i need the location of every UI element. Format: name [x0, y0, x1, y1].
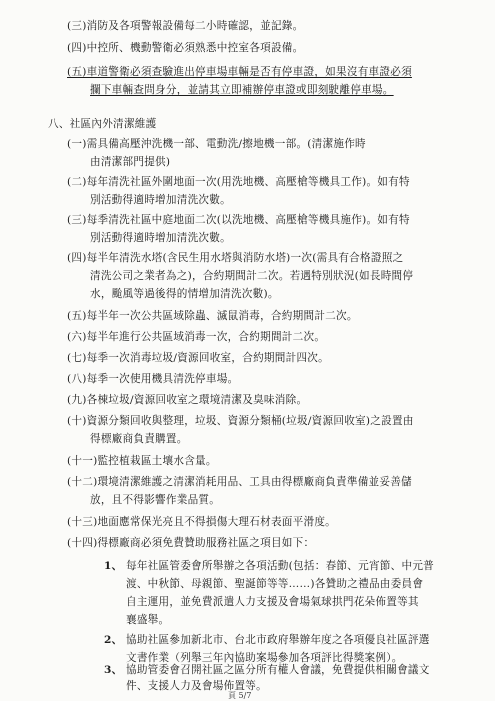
clean-item-4-line-1: (四)每半年清洗水塔(含民生用水塔與消防水塔)一次(需具有合格證照之	[67, 252, 404, 264]
clean-item-10-line-1: (十)資源分類回收與整理，垃圾、資源分類桶(垃圾/資源回收室)之設置由	[67, 415, 414, 427]
item-5-line-2: 攔下車輛查問身分，並請其立即補辦停車證或即刻駛離停車場。	[90, 84, 394, 96]
subitem-1-line-3: 自主運用，並免費派遣人力支援及會場氣球拱門花朵佈置等其	[126, 596, 419, 608]
clean-item-1-line-1: (一)需具備高壓沖洗機一部、電動洗/擦地機一部。(清潔施作時	[67, 138, 366, 150]
clean-item-10-line-2: 得標廠商負責購置。	[90, 433, 188, 445]
clean-item-14: (十四)得標廠商必須免費贊助服務社區之項目如下：	[67, 537, 315, 549]
clean-item-9: (九)各棟垃圾/資源回收室之環境清潔及臭味消除。	[67, 394, 308, 406]
item-4-line-1: (四)中控所、機動警衛必須熟悉中控室各項設備。	[67, 42, 304, 54]
subitem-1-line-1: 每年社區管委會所舉辦之各項活動(包括：春節、元宵節、中元普	[126, 560, 435, 572]
item-5-line-1: (五)車道警衛必須查驗進出停車場車輛是否有停車證，如果沒有車證必須	[67, 66, 412, 78]
clean-item-5: (五)每半年一次公共區域除蟲、滅鼠消毒，合約期間計二次。	[67, 310, 358, 322]
clean-item-1-line-2: 由清潔部門提供)	[90, 156, 171, 168]
subitem-3-number: 3、	[104, 664, 123, 676]
subitem-3-line-1: 協助管委會召開社區之區分所有權人會議，免費提供相關會議文	[126, 664, 430, 676]
item-3-line-1: (三)消防及各項警報設備每二小時確認，並記錄。	[67, 20, 304, 32]
clean-item-3-line-1: (三)每季清洗社區中庭地面二次(以洗地機、高壓槍等機具施作)。如有特	[67, 214, 410, 226]
page-number: 頁 5/7	[228, 691, 252, 700]
subitem-2-line-2: 文書作業（列舉三年內協助案場參加各項評比得獎案例）。	[126, 652, 403, 664]
clean-item-8: (八)每季一次使用機具清洗停車場。	[67, 373, 239, 385]
clean-item-13: (十三)地面應常保光亮且不得損傷大理石材表面平滑度。	[67, 516, 337, 528]
clean-item-3-line-2: 別活動得適時增加清洗次數。	[90, 232, 231, 244]
subitem-1-line-4: 襄盛舉。	[126, 614, 170, 626]
clean-item-4-line-3: 水，颱風等過後得的情增加清洗次數)。	[90, 288, 279, 300]
subitem-2-line-1: 協助社區參加新北市、台北市政府舉辦年度之各項優良社區評選	[126, 634, 430, 646]
section-heading: 八、社區內外清潔維護	[48, 118, 157, 130]
clean-item-6: (六)每半年進行公共區域消毒一次，合約期間計二次。	[67, 331, 326, 343]
subitem-2-number: 2、	[104, 634, 123, 646]
clean-item-2-line-1: (二)每年清洗社區外圍地面一次(用洗地機、高壓槍等機具工作)。如有特	[67, 176, 410, 188]
clean-item-12-line-2: 放，且不得影響作業品質。	[90, 494, 221, 506]
clean-item-12-line-1: (十二)環境清潔維護之清潔消耗用品、工具由得標廠商負責準備並妥善儲	[67, 476, 412, 488]
clean-item-2-line-2: 別活動得適時增加清洗次數。	[90, 194, 231, 206]
subitem-3-line-2: 件、支援人力及會場佈置等。	[126, 680, 267, 692]
subitem-1-line-2: 渡、中秋節、母親節、聖誕節等等……)各贊助之禮品由委員會	[126, 578, 424, 590]
clean-item-4-line-2: 清洗公司之業者為之)，合約期間計二次。若遇特別狀況(如長時間停	[90, 270, 414, 282]
subitem-1-number: 1、	[104, 560, 123, 572]
clean-item-11: (十一)監控植栽區土壤水含量。	[67, 455, 217, 467]
clean-item-7: (七)每季一次消毒垃圾/資源回收室，合約期間計四次。	[67, 352, 329, 364]
